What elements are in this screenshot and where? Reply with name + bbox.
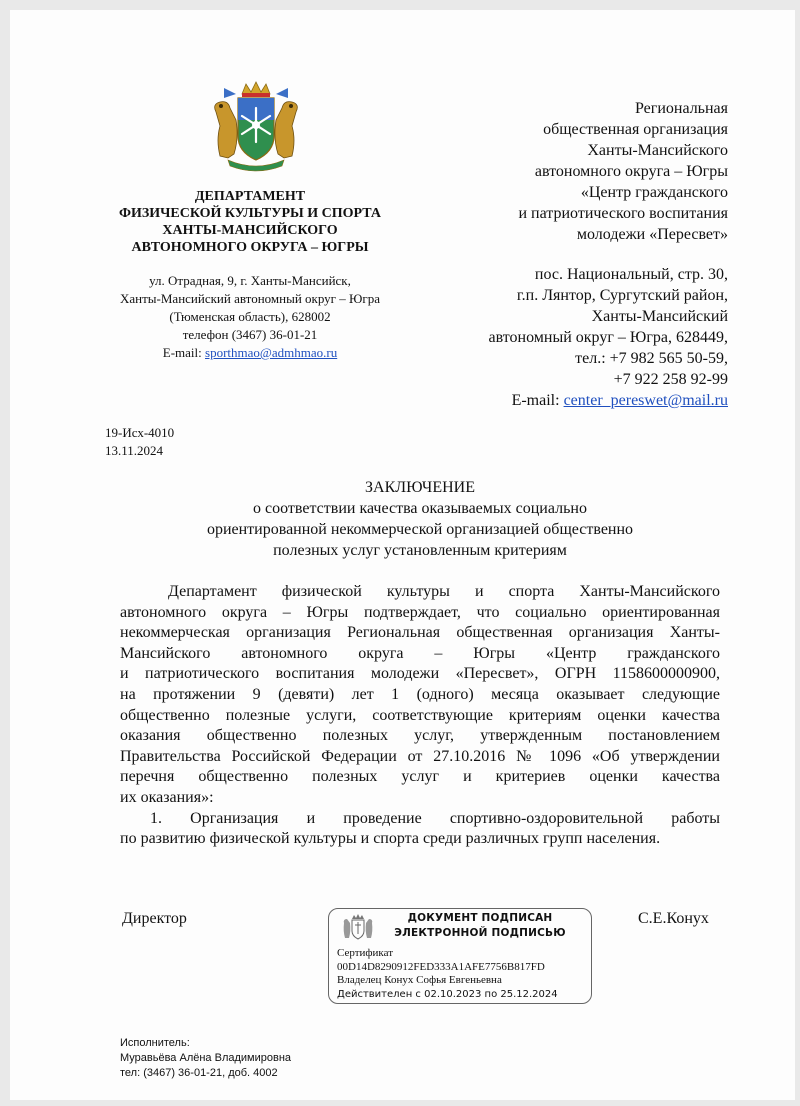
- sender-address: [90, 272, 410, 362]
- body-line: оказания общественно полезных услуг, утвержденным постановлением: [120, 727, 720, 745]
- body-line: их оказания»:: [120, 788, 214, 806]
- signer-name: С.Е.Конух: [638, 910, 709, 927]
- document-heading: [150, 477, 690, 561]
- recipient-email-link[interactable]: center_pereswet@mail.ru: [563, 392, 728, 409]
- stamp-owner: Владелец Конух Софья Евгеньевна: [337, 974, 502, 986]
- coat-of-arms-icon: [206, 80, 306, 172]
- document-subtitle-line: о соответствии качества оказываемых социально: [253, 500, 587, 517]
- electronic-signature-stamp: [328, 908, 592, 1004]
- sender-email-link[interactable]: sporthmao@admhmao.ru: [205, 345, 338, 360]
- document-date: 13.11.2024: [105, 443, 164, 458]
- body-line: и патриотического воспитания молодежи «Пересвет», ОГРН 1158600000900,: [120, 665, 720, 683]
- recipient-name-line: молодежи «Пересвет»: [576, 226, 728, 243]
- sender-organization-name: [105, 188, 395, 256]
- document-subtitle-line: ориентированной некоммерческой организацией общественно: [206, 521, 634, 538]
- executor-phone: тел: (3467) 36-01-21, доб. 4002: [120, 1067, 278, 1079]
- body-line: Правительства Российской Федерации от 27.10.2016 № 1096 «Об утверждении: [120, 747, 720, 765]
- recipient-address-line: г.п. Лянтор, Сургутский район,: [516, 287, 728, 304]
- document-page: [10, 10, 795, 1100]
- body-line: на протяжении 9 (девяти) лет 1 (одного) месяца оказывает следующие: [120, 685, 720, 703]
- recipient-email-label: E-mail:: [511, 392, 564, 409]
- body-line: перечня общественно полезных услуг и критериев оценки качества: [120, 768, 720, 786]
- document-number: 19-Исх-4010: [105, 425, 175, 440]
- document-subtitle-line: полезных услуг установленным критериям: [273, 542, 567, 559]
- sender-address-line: телефон (3467) 36-01-21: [182, 327, 318, 342]
- sender-name-line: АВТОНОМНОГО ОКРУГА – ЮГРЫ: [131, 240, 369, 255]
- body-line: некоммерческая организация Региональная общественная организация Ханты-: [120, 624, 720, 642]
- executor-name: Муравьёва Алёна Владимировна: [120, 1052, 292, 1064]
- recipient-address-line: тел.: +7 982 565 50-59,: [575, 350, 728, 367]
- document-title: ЗАКЛЮЧЕНИЕ: [365, 479, 475, 496]
- sender-address-line: ул. Отрадная, 9, г. Ханты-Мансийск,: [149, 273, 351, 288]
- body-line: по развитию физической культуры и спорта среди различных групп населения.: [120, 830, 661, 848]
- body-line: Департамент физической культуры и спорта Ханты-Мансийского: [168, 583, 720, 600]
- recipient-email-line: [430, 390, 728, 411]
- document-registration: [105, 424, 174, 460]
- recipient-name-line: «Центр гражданского: [580, 184, 728, 201]
- recipient-address-line: Ханты-Мансийский: [591, 308, 728, 325]
- executor-label: Исполнитель:: [120, 1037, 190, 1049]
- sender-address-line: (Тюменская область), 628002: [169, 309, 331, 324]
- signer-position: Директор: [122, 910, 187, 927]
- sender-name-line: ДЕПАРТАМЕНТ: [194, 189, 306, 204]
- sender-name-line: ХАНТЫ-МАНСИЙСКОГО: [162, 223, 338, 238]
- recipient-address-line: +7 922 258 92-99: [613, 371, 728, 388]
- body-line: 1. Организация и проведение спортивно-оздоровительной работы: [150, 809, 720, 827]
- stamp-emblem-icon: [341, 913, 375, 941]
- body-line: общественно полезные услуги, соответствующие критериям оценки качества: [120, 706, 720, 724]
- recipient-name-line: автономного округа – Югры: [534, 163, 728, 180]
- recipient-address-line: пос. Национальный, стр. 30,: [534, 266, 728, 283]
- stamp-title: [375, 911, 585, 941]
- recipient-address: [430, 264, 728, 411]
- recipient-name-line: и патриотического воспитания: [518, 205, 728, 222]
- stamp-title-line: ДОКУМЕНТ ПОДПИСАН: [407, 912, 553, 924]
- stamp-cert-label: Сертификат: [337, 947, 393, 959]
- stamp-cert-number: 00D14D8290912FED333A1AFE7756B817FD: [337, 960, 545, 973]
- recipient-name-line: общественная организация: [543, 121, 728, 138]
- sender-email-line: [90, 344, 410, 362]
- sender-email-label: E-mail:: [162, 345, 206, 360]
- body-line: Мансийского автономного округа – Югры «Центр гражданского: [120, 644, 720, 662]
- recipient-address-line: автономный округ – Югра, 628449,: [488, 329, 728, 346]
- stamp-details: [337, 947, 558, 1001]
- stamp-title-line: ЭЛЕКТРОННОЙ ПОДПИСЬЮ: [394, 927, 566, 939]
- recipient-name-line: Ханты-Мансийского: [587, 142, 728, 159]
- stamp-validity: Действителен с 02.10.2023 по 25.12.2024: [337, 988, 558, 1000]
- recipient-name-line: Региональная: [634, 100, 728, 117]
- document-body: [120, 582, 720, 850]
- executor-block: [120, 1036, 291, 1081]
- sender-address-line: Ханты-Мансийский автономный округ – Югра: [120, 291, 380, 306]
- recipient-organization-name: [450, 98, 728, 245]
- body-line: автономного округа – Югры подтверждает, что социально ориентированная: [120, 603, 720, 621]
- sender-name-line: ФИЗИЧЕСКОЙ КУЛЬТУРЫ И СПОРТА: [118, 206, 382, 221]
